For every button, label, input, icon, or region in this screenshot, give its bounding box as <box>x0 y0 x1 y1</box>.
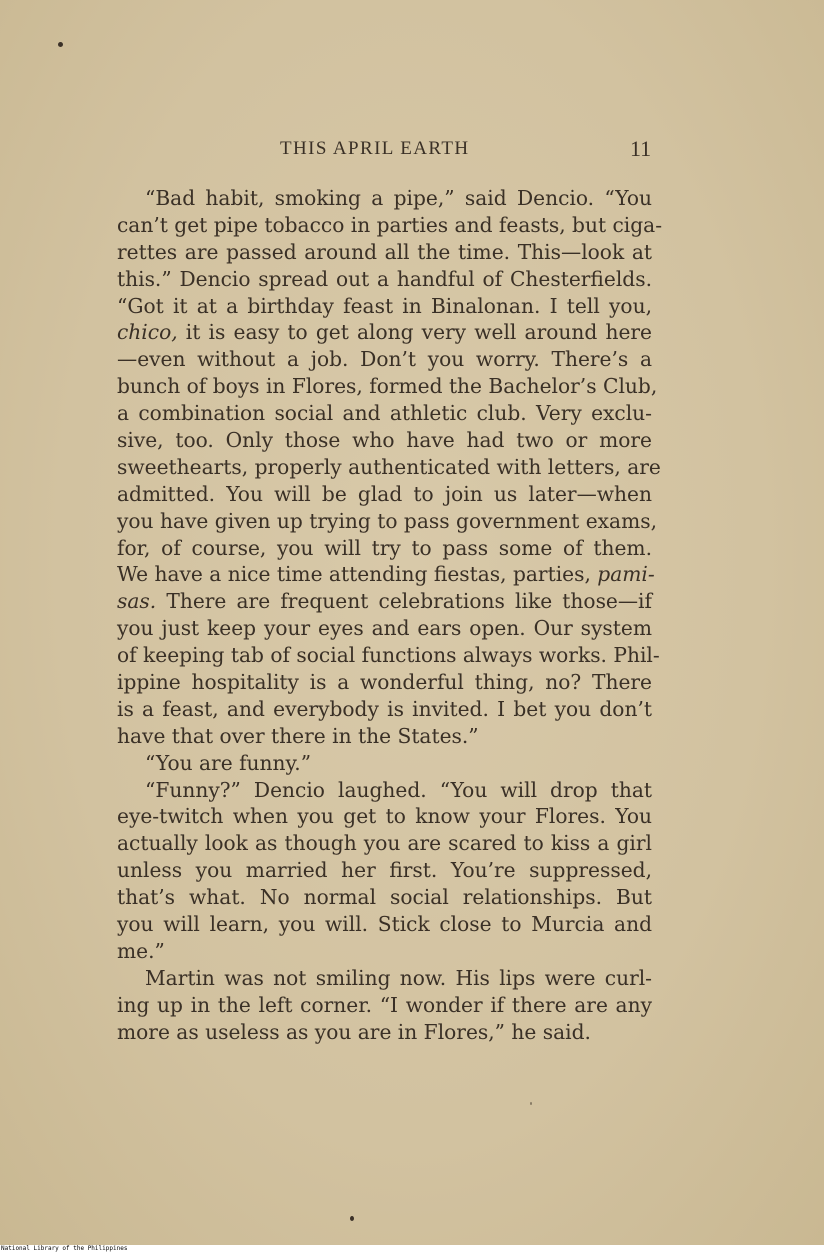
text-line <box>117 723 652 750</box>
text-line <box>117 239 652 266</box>
text-segment: this.” Dencio spread out a handful of Chesterfields. <box>117 266 652 291</box>
text-segment: Martin was not smiling now. His lips were curl- <box>145 965 652 990</box>
text-segment: sive, too. Only those who have had two or more <box>117 428 652 453</box>
text-segment: actually look as though you are scared to kiss a girl <box>117 831 652 856</box>
text-line <box>117 830 652 857</box>
page-number: 11 <box>630 136 652 161</box>
text-line <box>117 884 652 911</box>
text-line <box>117 696 652 723</box>
text-line <box>117 346 652 373</box>
text-segment: is a feast, and everybody is invited. I bet you don’t <box>117 696 652 721</box>
text-segment: of keeping tab of social functions always works. Phil- <box>117 643 660 668</box>
text-segment: you just keep your eyes and ears open. Our system <box>117 616 652 641</box>
running-head-title: THIS APRIL EARTH <box>280 138 470 159</box>
text-line <box>117 803 652 830</box>
text-segment: We have a nice time attending fiestas, parties, <box>117 562 598 587</box>
text-line <box>117 373 658 400</box>
text-line <box>117 266 652 293</box>
text-segment: for, of course, you will try to pass some of them. <box>117 535 652 560</box>
text-line <box>117 965 652 992</box>
text-line <box>117 212 663 239</box>
text-line <box>117 481 652 508</box>
text-line <box>117 535 652 562</box>
text-segment: eye-twitch when you get to know your Flores. You <box>117 804 652 829</box>
text-line <box>117 642 660 669</box>
text-segment: “Bad habit, smoking a pipe,” said Dencio. “You <box>145 186 652 210</box>
text-segment: “Funny?” Dencio laughed. “You will drop that <box>145 777 652 802</box>
text-line <box>117 319 652 346</box>
body-text <box>117 185 663 1046</box>
text-segment: admitted. You will be glad to join us later—when <box>117 481 652 506</box>
text-segment: more as useless as you are in Flores,” he said. <box>117 1019 591 1044</box>
text-segment: ing up in the left corner. “I wonder if there are any <box>117 992 652 1017</box>
text-line <box>117 508 658 535</box>
text-segment: it is easy to get along very well around here <box>177 320 652 345</box>
text-line <box>117 454 661 481</box>
text-segment: me.” <box>117 938 165 963</box>
text-segment: can’t get pipe tobacco in parties and feasts, but ciga- <box>117 212 663 237</box>
italic-segment: pami- <box>597 562 655 587</box>
text-segment: ippine hospitality is a wonderful thing, no? There <box>117 670 652 695</box>
text-segment: a combination social and athletic club. Very exclu- <box>117 401 652 426</box>
text-line <box>117 400 652 427</box>
ink-speck <box>350 1216 354 1221</box>
text-line <box>117 911 652 938</box>
text-segment: rettes are passed around all the time. This—look at <box>117 239 652 264</box>
text-line <box>117 427 652 454</box>
text-segment: you have given up trying to pass government exams, <box>117 508 658 533</box>
text-line <box>117 293 652 320</box>
text-line <box>117 1019 652 1046</box>
text-line <box>117 938 652 965</box>
text-segment: “Got it at a birthday feast in Binalonan. I tell you, <box>117 293 652 318</box>
text-segment: you will learn, you will. Stick close to Murcia and <box>117 912 652 937</box>
text-segment: “You are funny.” <box>145 750 312 775</box>
text-segment: —even without a job. Don’t you worry. There’s a <box>117 347 652 372</box>
text-segment: unless you married her first. You’re suppressed, <box>117 858 652 883</box>
text-line <box>117 185 652 212</box>
text-line <box>117 992 652 1019</box>
text-line <box>117 669 652 696</box>
ink-speck <box>530 1102 532 1105</box>
text-line <box>117 615 652 642</box>
italic-segment: chico, <box>117 320 178 345</box>
text-line <box>117 561 655 588</box>
text-line <box>117 588 652 615</box>
text-line <box>117 857 652 884</box>
text-line <box>117 777 652 804</box>
footer-watermark: National Library of the Philippines <box>1 1245 128 1252</box>
text-segment: sweethearts, properly authenticated with letters, are <box>117 454 661 479</box>
text-line <box>117 750 652 777</box>
text-segment: bunch of boys in Flores, formed the Bachelor’s Club, <box>117 374 658 399</box>
italic-segment: sas. <box>117 589 157 614</box>
ink-speck <box>58 42 63 47</box>
text-segment: that’s what. No normal social relationships. But <box>117 885 652 910</box>
text-segment: have that over there in the States.” <box>117 723 479 748</box>
text-segment: There are frequent celebrations like those—if <box>156 589 652 614</box>
